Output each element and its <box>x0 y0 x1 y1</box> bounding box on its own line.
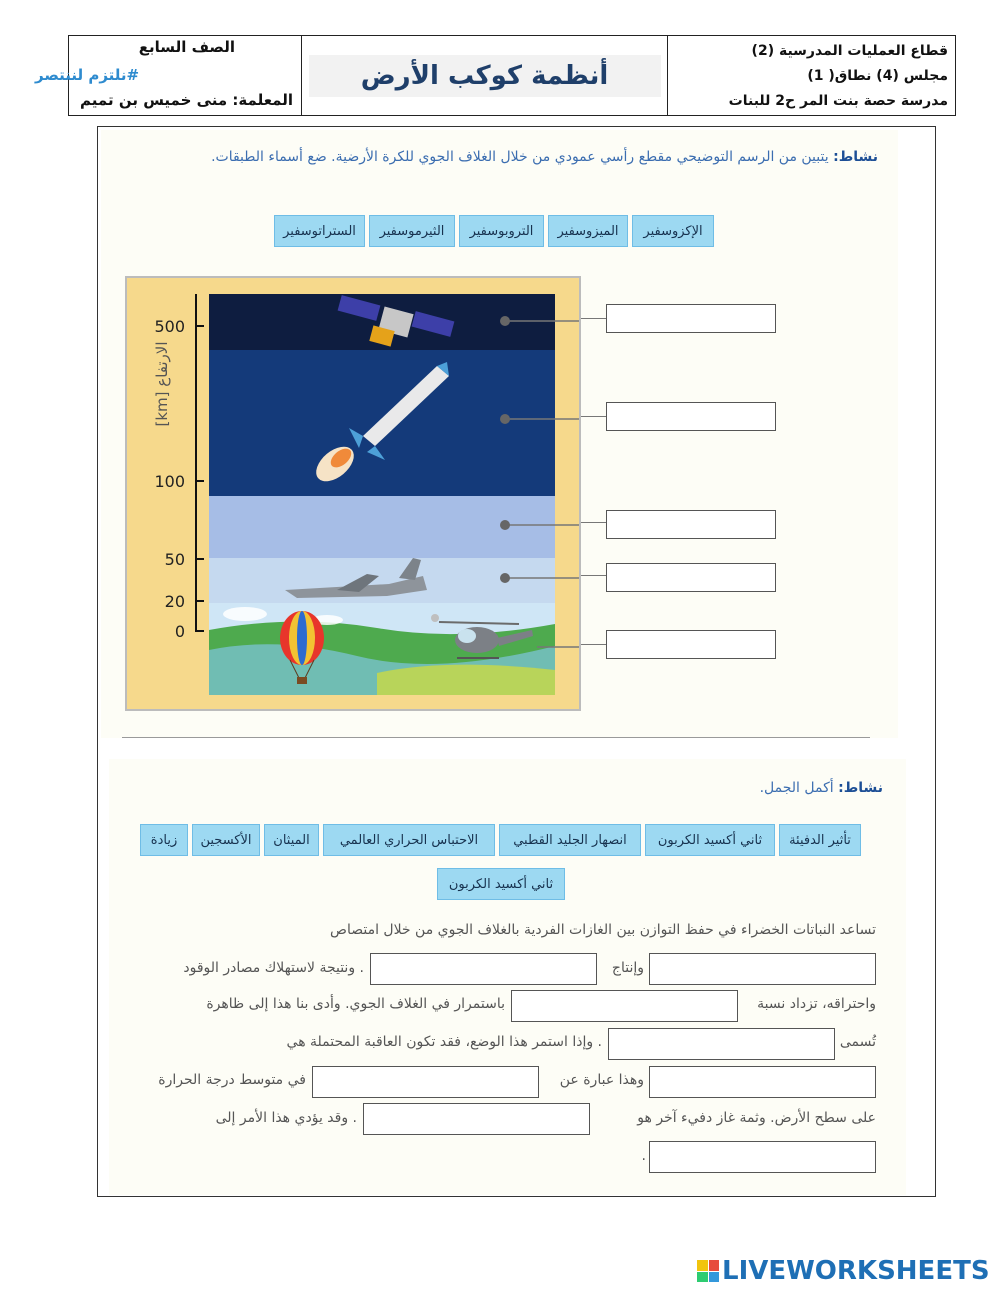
paragraph-line-2b: . ونتيجة لاستهلاك مصادر الوقود <box>183 960 364 976</box>
atmosphere-layers-svg <box>127 278 581 711</box>
paragraph-line-1: تساعد النباتات الخضراء في حفظ التوازن بين الغازات الفردية بالغلاف الجوي من خلال امتصاص <box>330 922 876 938</box>
hashtag-label: #نلتزم لننتصر <box>35 66 140 84</box>
paragraph-line-7: . <box>641 1148 646 1164</box>
paragraph-line-5b: في متوسط درجة الحرارة <box>158 1072 306 1088</box>
word-polar-ice-melting[interactable]: انصهار الجليد القطبي <box>499 824 641 856</box>
grade-label: الصف السابع <box>138 38 235 56</box>
blank-1[interactable] <box>649 953 876 985</box>
cloud-1 <box>223 607 267 621</box>
layer-answer-box-5[interactable] <box>606 630 776 659</box>
axis-label: [km] الارتفاع <box>153 341 171 427</box>
connector-4 <box>581 575 607 576</box>
word-stratosphere[interactable]: الستراتوسفير <box>274 215 365 247</box>
layer-answer-box-4[interactable] <box>606 563 776 592</box>
connector-2 <box>581 416 607 417</box>
word-methane[interactable]: الميثان <box>264 824 319 856</box>
activity1-instruction <box>211 149 878 165</box>
paragraph-line-4a: تُسمى <box>839 1034 876 1050</box>
layer-answer-box-1[interactable] <box>606 304 776 333</box>
school-council: مجلس (4) نطاق( 1) <box>807 68 948 84</box>
connector-1 <box>581 318 607 319</box>
pointer-dot-2 <box>500 414 510 424</box>
tick-50: 50 <box>164 550 185 569</box>
liveworksheets-logo <box>697 1256 990 1286</box>
layer-answer-box-2[interactable] <box>606 402 776 431</box>
word-carbon-dioxide-1[interactable]: ثاني أكسيد الكربون <box>645 824 775 856</box>
header-table <box>35 35 956 116</box>
activity1-label: نشاط: <box>833 149 878 165</box>
word-mesosphere[interactable]: الميزوسفير <box>548 215 628 247</box>
section-divider <box>122 737 870 738</box>
activity2-instruction <box>760 780 883 796</box>
tick-100: 100 <box>154 472 185 491</box>
connector-3 <box>581 522 607 523</box>
word-exosphere[interactable]: الإكزوسفير <box>632 215 714 247</box>
pointer-dot-1 <box>500 316 510 326</box>
word-global-warming[interactable]: الاحتباس الحراري العالمي <box>323 824 495 856</box>
paragraph-line-6b: . وقد يؤدي هذا الأمر إلى <box>215 1110 357 1126</box>
header-title-cell <box>302 36 668 115</box>
teacher-label: المعلمة: منى خميس بن تميم <box>80 91 293 109</box>
title-box <box>309 55 661 97</box>
activity2-text: أكمل الجمل. <box>759 780 834 796</box>
paragraph-line-3a: واحتراقه، تزداد نسبة <box>757 996 876 1012</box>
paragraph-line-6a: على سطح الأرض. وثمة غاز دفيء آخر هو <box>637 1110 876 1126</box>
blank-4[interactable] <box>608 1028 835 1060</box>
atmosphere-diagram <box>125 276 581 711</box>
paragraph-line-3b: باستمرار في الغلاف الجوي. وأدى بنا هذا إلى ظاهرة <box>206 996 505 1012</box>
liveworksheets-icon <box>697 1260 719 1282</box>
school-name: مدرسة حصة بنت المر ح2 للبنات <box>728 93 948 109</box>
word-troposphere[interactable]: التروبوسفير <box>459 215 544 247</box>
paragraph-line-2a: وإنتاج <box>611 960 644 976</box>
blank-7[interactable] <box>363 1103 590 1135</box>
tick-20: 20 <box>164 592 185 611</box>
pointer-dot-4 <box>500 573 510 583</box>
connector-5 <box>581 644 607 645</box>
brand-text: LIVEWORKSHEETS <box>722 1256 990 1286</box>
word-thermosphere[interactable]: الثيرموسفير <box>369 215 455 247</box>
pointer-dot-3 <box>500 520 510 530</box>
word-greenhouse-effect[interactable]: تأثير الدفيئة <box>779 824 861 856</box>
word-carbon-dioxide-2[interactable]: ثاني أكسيد الكربون <box>437 868 565 900</box>
activity1-text: يتبين من الرسم التوضيحي مقطع رأسي عمودي من خلال الغلاف الجوي للكرة الأرضية. ضع أسماء الطبقات. <box>211 149 829 165</box>
ground-field <box>377 665 555 695</box>
blank-5[interactable] <box>649 1066 876 1098</box>
word-increase[interactable]: زيادة <box>140 824 188 856</box>
blank-8[interactable] <box>649 1141 876 1173</box>
tick-500: 500 <box>154 317 185 336</box>
word-oxygen[interactable]: الأكسجين <box>192 824 260 856</box>
blank-3[interactable] <box>511 990 738 1022</box>
tick-0: 0 <box>174 622 185 641</box>
school-sector: قطاع العمليات المدرسية (2) <box>751 43 948 59</box>
activity2-label: نشاط: <box>838 780 883 796</box>
paragraph-line-4b: . وإذا استمر هذا الوضع، فقد تكون العاقبة المحتملة هي <box>286 1034 602 1050</box>
blank-6[interactable] <box>312 1066 539 1098</box>
header-left-cell <box>35 36 302 115</box>
blank-2[interactable] <box>370 953 597 985</box>
header-right-cell <box>668 36 955 115</box>
layer-answer-box-3[interactable] <box>606 510 776 539</box>
page-title: أنظمة كوكب الأرض <box>360 60 609 91</box>
paragraph-line-5a: وهذا عبارة عن <box>559 1072 644 1088</box>
